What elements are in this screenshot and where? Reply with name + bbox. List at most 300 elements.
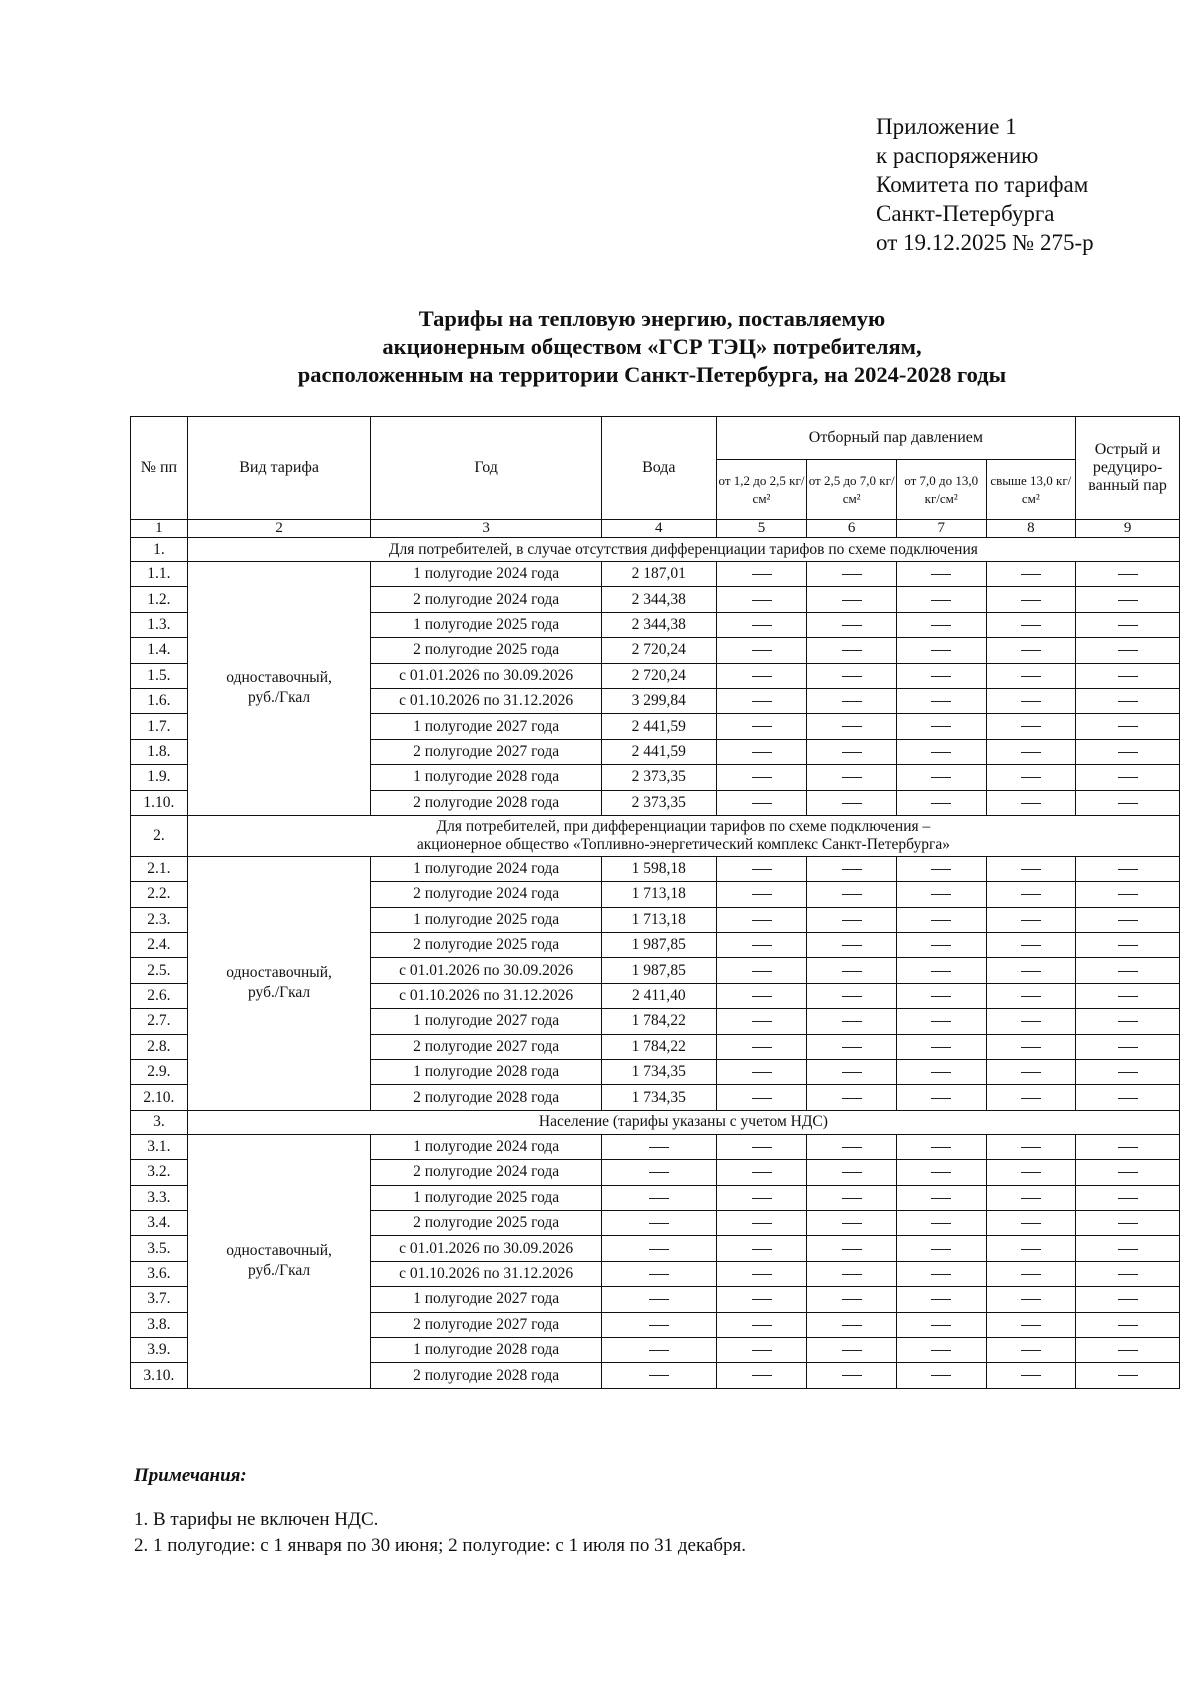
water-cell: 2 720,24 <box>601 663 716 688</box>
empty-value-cell <box>986 612 1076 637</box>
empty-value-cell <box>807 1363 897 1388</box>
empty-value-cell <box>807 1185 897 1210</box>
water-cell: 1 784,22 <box>601 1034 716 1059</box>
empty-value-cell <box>807 856 897 881</box>
dash-mark <box>842 869 862 870</box>
empty-value-cell <box>716 739 807 764</box>
dash-mark <box>842 777 862 778</box>
empty-value-cell <box>1076 1287 1180 1312</box>
year-cell: 1 полугодие 2025 года <box>371 1185 602 1210</box>
dash-mark <box>1118 1198 1138 1199</box>
empty-value-cell <box>716 765 807 790</box>
column-number-row <box>131 520 1180 538</box>
tariff-type-cell: одноставочный, руб./Гкал <box>187 856 371 1110</box>
title-line: акционерным обществом «ГСР ТЭЦ» потребителям, <box>382 334 922 359</box>
row-number: 1.7. <box>131 714 188 739</box>
dash-mark <box>931 1299 951 1300</box>
water-cell <box>601 1160 716 1185</box>
empty-value-cell <box>1076 1312 1180 1337</box>
dash-mark <box>1118 1047 1138 1048</box>
water-cell: 2 187,01 <box>601 562 716 587</box>
dash-mark <box>1118 1249 1138 1250</box>
appendix-line: Приложение 1 <box>876 114 1017 139</box>
dash-mark <box>1118 1147 1138 1148</box>
row-number: 2.10. <box>131 1085 188 1110</box>
dash-mark <box>931 945 951 946</box>
dash-mark <box>752 752 772 753</box>
dash-mark <box>752 894 772 895</box>
empty-value-cell <box>807 790 897 815</box>
dash-mark <box>1021 1198 1041 1199</box>
appendix-line: Санкт-Петербурга <box>876 201 1055 226</box>
dash-mark <box>842 1198 862 1199</box>
dash-mark <box>1118 676 1138 677</box>
row-number: 1.2. <box>131 587 188 612</box>
empty-value-cell <box>896 1185 986 1210</box>
empty-value-cell <box>986 1134 1076 1159</box>
empty-value-cell <box>896 790 986 815</box>
dash-mark <box>752 1172 772 1173</box>
dash-mark <box>1021 1274 1041 1275</box>
dash-mark <box>931 574 951 575</box>
column-number: 8 <box>986 520 1076 538</box>
empty-value-cell <box>986 1160 1076 1185</box>
header-no: № пп <box>131 417 188 520</box>
empty-value-cell <box>807 1337 897 1362</box>
dash-mark <box>931 1249 951 1250</box>
empty-value-cell <box>716 958 807 983</box>
empty-value-cell <box>896 1034 986 1059</box>
year-cell: 2 полугодие 2024 года <box>371 1160 602 1185</box>
year-cell: 2 полугодие 2028 года <box>371 790 602 815</box>
water-cell: 2 373,35 <box>601 790 716 815</box>
empty-value-cell <box>1076 856 1180 881</box>
dash-mark <box>752 869 772 870</box>
dash-mark <box>1021 777 1041 778</box>
dash-mark <box>842 1147 862 1148</box>
empty-value-cell <box>807 765 897 790</box>
empty-value-cell <box>1076 587 1180 612</box>
row-number: 2.2. <box>131 882 188 907</box>
empty-value-cell <box>716 587 807 612</box>
empty-value-cell <box>716 1236 807 1261</box>
row-number: 1.8. <box>131 739 188 764</box>
water-cell: 2 441,59 <box>601 739 716 764</box>
dash-mark <box>1021 625 1041 626</box>
row-number: 3.8. <box>131 1312 188 1337</box>
dash-mark <box>752 1350 772 1351</box>
dash-mark <box>1118 869 1138 870</box>
dash-mark <box>1118 996 1138 997</box>
column-number: 4 <box>601 520 716 538</box>
tariff-type-cell: одноставочный, руб./Гкал <box>187 562 371 816</box>
dash-mark <box>1118 971 1138 972</box>
dash-mark <box>931 1198 951 1199</box>
empty-value-cell <box>986 1009 1076 1034</box>
dash-mark <box>931 1021 951 1022</box>
empty-value-cell <box>1076 663 1180 688</box>
dash-mark <box>1118 1299 1138 1300</box>
empty-value-cell <box>807 1085 897 1110</box>
water-cell: 2 373,35 <box>601 765 716 790</box>
empty-value-cell <box>807 663 897 688</box>
row-number: 2.9. <box>131 1060 188 1085</box>
dash-mark <box>842 1375 862 1376</box>
dash-mark <box>931 676 951 677</box>
year-cell: 1 полугодие 2025 года <box>371 907 602 932</box>
dash-mark <box>1021 1098 1041 1099</box>
dash-mark <box>1118 803 1138 804</box>
empty-value-cell <box>986 765 1076 790</box>
section-title-line: Для потребителей, при дифференциации тарифов по схеме подключения – <box>436 817 931 835</box>
dash-mark <box>842 701 862 702</box>
dash-mark <box>752 650 772 651</box>
water-cell: 1 713,18 <box>601 882 716 907</box>
dash-mark <box>931 920 951 921</box>
dash-mark <box>842 676 862 677</box>
dash-mark <box>752 676 772 677</box>
dash-mark <box>649 1223 669 1224</box>
dash-mark <box>752 701 772 702</box>
section-title <box>187 815 1179 856</box>
section-row <box>131 815 1180 856</box>
dash-mark <box>752 1147 772 1148</box>
dash-mark <box>1021 1375 1041 1376</box>
empty-value-cell <box>807 958 897 983</box>
dash-mark <box>931 777 951 778</box>
dash-mark <box>1118 1223 1138 1224</box>
empty-value-cell <box>716 663 807 688</box>
section-title <box>187 1110 1179 1134</box>
row-number: 3.10. <box>131 1363 188 1388</box>
empty-value-cell <box>716 1009 807 1034</box>
empty-value-cell <box>716 1034 807 1059</box>
empty-value-cell <box>1076 1363 1180 1388</box>
dash-mark <box>1021 869 1041 870</box>
header-year: Год <box>371 417 602 520</box>
appendix-line: к распоряжению <box>876 143 1039 168</box>
dash-mark <box>931 625 951 626</box>
header-steam-group: Отборный пар давлением <box>716 417 1075 460</box>
year-cell: 2 полугодие 2027 года <box>371 1034 602 1059</box>
empty-value-cell <box>716 790 807 815</box>
dash-mark <box>752 945 772 946</box>
empty-value-cell <box>1076 714 1180 739</box>
row-number: 3.5. <box>131 1236 188 1261</box>
empty-value-cell <box>896 933 986 958</box>
empty-value-cell <box>896 1134 986 1159</box>
dash-mark <box>1021 574 1041 575</box>
dash-mark <box>752 1021 772 1022</box>
dash-mark <box>1021 1072 1041 1073</box>
dash-mark <box>752 1325 772 1326</box>
empty-value-cell <box>1076 1134 1180 1159</box>
water-cell <box>601 1337 716 1362</box>
empty-value-cell <box>986 1337 1076 1362</box>
year-cell: 1 полугодие 2027 года <box>371 1009 602 1034</box>
dash-mark <box>842 945 862 946</box>
dash-mark <box>1021 1223 1041 1224</box>
empty-value-cell <box>807 1210 897 1235</box>
year-cell: 1 полугодие 2028 года <box>371 1060 602 1085</box>
empty-value-cell <box>896 663 986 688</box>
water-cell: 3 299,84 <box>601 688 716 713</box>
empty-value-cell <box>896 587 986 612</box>
dash-mark <box>1118 1098 1138 1099</box>
year-cell: с 01.01.2026 по 30.09.2026 <box>371 958 602 983</box>
empty-value-cell <box>1076 882 1180 907</box>
dash-mark <box>1118 600 1138 601</box>
empty-value-cell <box>986 933 1076 958</box>
year-cell: 1 полугодие 2028 года <box>371 1337 602 1362</box>
empty-value-cell <box>896 1160 986 1185</box>
note-item: 2. 1 полугодие: с 1 января по 30 июня; 2 полугодие: с 1 июля по 31 декабря. <box>134 1535 746 1556</box>
dash-mark <box>1021 650 1041 651</box>
dash-mark <box>752 625 772 626</box>
empty-value-cell <box>896 1210 986 1235</box>
water-cell: 2 411,40 <box>601 983 716 1008</box>
dash-mark <box>842 600 862 601</box>
year-cell: с 01.01.2026 по 30.09.2026 <box>371 1236 602 1261</box>
year-cell: 2 полугодие 2027 года <box>371 1312 602 1337</box>
row-number: 2.5. <box>131 958 188 983</box>
water-cell <box>601 1363 716 1388</box>
empty-value-cell <box>896 739 986 764</box>
dash-mark <box>931 752 951 753</box>
dash-mark <box>752 971 772 972</box>
column-number: 1 <box>131 520 188 538</box>
empty-value-cell <box>716 1210 807 1235</box>
empty-value-cell <box>807 1034 897 1059</box>
table-row <box>131 1134 1180 1159</box>
empty-value-cell <box>896 765 986 790</box>
year-cell: 1 полугодие 2024 года <box>371 856 602 881</box>
dash-mark <box>931 1375 951 1376</box>
empty-value-cell <box>807 933 897 958</box>
empty-value-cell <box>896 1261 986 1286</box>
dash-mark <box>842 920 862 921</box>
year-cell: 2 полугодие 2028 года <box>371 1363 602 1388</box>
row-number: 3.9. <box>131 1337 188 1362</box>
appendix-line: Комитета по тарифам <box>876 172 1089 197</box>
dash-mark <box>1118 894 1138 895</box>
dash-mark <box>931 650 951 651</box>
water-cell <box>601 1261 716 1286</box>
dash-mark <box>842 650 862 651</box>
empty-value-cell <box>986 1034 1076 1059</box>
year-cell: 1 полугодие 2028 года <box>371 765 602 790</box>
dash-mark <box>752 777 772 778</box>
empty-value-cell <box>986 739 1076 764</box>
header-sharp-steam: Острый и редуциро-ванный пар <box>1076 417 1180 520</box>
section-title-line: акционерное общество «Топливно-энергетический комплекс Санкт-Петербурга» <box>416 835 950 853</box>
empty-value-cell <box>1076 983 1180 1008</box>
header-steam-1: от 1,2 до 2,5 кг/см² <box>716 460 807 520</box>
dash-mark <box>1021 996 1041 997</box>
dash-mark <box>931 1223 951 1224</box>
empty-value-cell <box>807 1236 897 1261</box>
empty-value-cell <box>896 1085 986 1110</box>
dash-mark <box>842 803 862 804</box>
row-number: 3.6. <box>131 1261 188 1286</box>
row-number: 3.4. <box>131 1210 188 1235</box>
dash-mark <box>752 1299 772 1300</box>
empty-value-cell <box>807 1134 897 1159</box>
empty-value-cell <box>986 663 1076 688</box>
empty-value-cell <box>1076 1261 1180 1286</box>
row-number: 2.1. <box>131 856 188 881</box>
empty-value-cell <box>1076 958 1180 983</box>
dash-mark <box>931 600 951 601</box>
dash-mark <box>1118 945 1138 946</box>
dash-mark <box>1021 726 1041 727</box>
dash-mark <box>1021 1249 1041 1250</box>
dash-mark <box>931 971 951 972</box>
empty-value-cell <box>807 1312 897 1337</box>
dash-mark <box>752 574 772 575</box>
water-cell: 1 734,35 <box>601 1060 716 1085</box>
dash-mark <box>1118 1350 1138 1351</box>
row-number: 1.1. <box>131 562 188 587</box>
row-number: 3.2. <box>131 1160 188 1185</box>
water-cell: 1 598,18 <box>601 856 716 881</box>
section-title-line: Для потребителей, в случае отсутствия дифференциации тарифов по схеме подключения <box>388 540 978 558</box>
empty-value-cell <box>986 688 1076 713</box>
year-cell: 2 полугодие 2024 года <box>371 587 602 612</box>
table-row <box>131 562 1180 587</box>
dash-mark <box>931 726 951 727</box>
empty-value-cell <box>896 856 986 881</box>
empty-value-cell <box>807 983 897 1008</box>
empty-value-cell <box>807 638 897 663</box>
year-cell: с 01.10.2026 по 31.12.2026 <box>371 1261 602 1286</box>
column-number: 5 <box>716 520 807 538</box>
empty-value-cell <box>896 1312 986 1337</box>
empty-value-cell <box>716 983 807 1008</box>
dash-mark <box>931 1274 951 1275</box>
tariff-table-body <box>131 538 1180 1389</box>
empty-value-cell <box>896 1060 986 1085</box>
water-cell: 2 441,59 <box>601 714 716 739</box>
dash-mark <box>842 625 862 626</box>
dash-mark <box>1118 777 1138 778</box>
dash-mark <box>1021 752 1041 753</box>
row-number: 3.1. <box>131 1134 188 1159</box>
empty-value-cell <box>896 714 986 739</box>
dash-mark <box>842 1072 862 1073</box>
dash-mark <box>1021 894 1041 895</box>
dash-mark <box>931 1072 951 1073</box>
dash-mark <box>1021 1047 1041 1048</box>
dash-mark <box>1021 1147 1041 1148</box>
empty-value-cell <box>1076 638 1180 663</box>
water-cell <box>601 1210 716 1235</box>
dash-mark <box>842 1172 862 1173</box>
empty-value-cell <box>1076 562 1180 587</box>
water-cell <box>601 1287 716 1312</box>
empty-value-cell <box>716 1060 807 1085</box>
empty-value-cell <box>896 882 986 907</box>
empty-value-cell <box>1076 765 1180 790</box>
row-number: 2.3. <box>131 907 188 932</box>
empty-value-cell <box>986 1236 1076 1261</box>
dash-mark <box>1118 625 1138 626</box>
water-cell: 1 713,18 <box>601 907 716 932</box>
empty-value-cell <box>986 1312 1076 1337</box>
dash-mark <box>752 1198 772 1199</box>
empty-value-cell <box>716 1312 807 1337</box>
dash-mark <box>752 1274 772 1275</box>
row-number: 2.8. <box>131 1034 188 1059</box>
dash-mark <box>1021 971 1041 972</box>
dash-mark <box>842 1223 862 1224</box>
empty-value-cell <box>1076 1034 1180 1059</box>
dash-mark <box>752 1047 772 1048</box>
year-cell: с 01.01.2026 по 30.09.2026 <box>371 663 602 688</box>
title-line: Тарифы на тепловую энергию, поставляемую <box>418 306 886 331</box>
empty-value-cell <box>986 1060 1076 1085</box>
empty-value-cell <box>986 1210 1076 1235</box>
dash-mark <box>842 971 862 972</box>
empty-value-cell <box>896 983 986 1008</box>
empty-value-cell <box>1076 688 1180 713</box>
year-cell: с 01.10.2026 по 31.12.2026 <box>371 983 602 1008</box>
empty-value-cell <box>986 856 1076 881</box>
year-cell: 1 полугодие 2027 года <box>371 714 602 739</box>
dash-mark <box>1118 920 1138 921</box>
dash-mark <box>842 1047 862 1048</box>
dash-mark <box>649 1147 669 1148</box>
water-cell <box>601 1312 716 1337</box>
empty-value-cell <box>807 1261 897 1286</box>
empty-value-cell <box>896 1363 986 1388</box>
water-cell <box>601 1185 716 1210</box>
tariff-type-cell: одноставочный, руб./Гкал <box>187 1134 371 1388</box>
empty-value-cell <box>716 1261 807 1286</box>
dash-mark <box>842 574 862 575</box>
empty-value-cell <box>716 1287 807 1312</box>
empty-value-cell <box>716 1363 807 1388</box>
water-cell: 1 784,22 <box>601 1009 716 1034</box>
empty-value-cell <box>986 1185 1076 1210</box>
empty-value-cell <box>986 1261 1076 1286</box>
empty-value-cell <box>896 638 986 663</box>
dash-mark <box>842 1325 862 1326</box>
empty-value-cell <box>807 714 897 739</box>
empty-value-cell <box>1076 907 1180 932</box>
dash-mark <box>931 1147 951 1148</box>
column-number: 2 <box>187 520 371 538</box>
empty-value-cell <box>986 714 1076 739</box>
year-cell: 1 полугодие 2025 года <box>371 612 602 637</box>
empty-value-cell <box>807 1060 897 1085</box>
year-cell: 1 полугодие 2027 года <box>371 1287 602 1312</box>
empty-value-cell <box>716 882 807 907</box>
dash-mark <box>1118 1172 1138 1173</box>
empty-value-cell <box>986 1085 1076 1110</box>
empty-value-cell <box>716 1160 807 1185</box>
empty-value-cell <box>716 612 807 637</box>
empty-value-cell <box>716 562 807 587</box>
empty-value-cell <box>986 587 1076 612</box>
dash-mark <box>649 1375 669 1376</box>
empty-value-cell <box>986 562 1076 587</box>
year-cell: 2 полугодие 2025 года <box>371 638 602 663</box>
dash-mark <box>1021 1172 1041 1173</box>
empty-value-cell <box>716 714 807 739</box>
note-item: 1. В тарифы не включен НДС. <box>134 1509 379 1530</box>
empty-value-cell <box>1076 1236 1180 1261</box>
